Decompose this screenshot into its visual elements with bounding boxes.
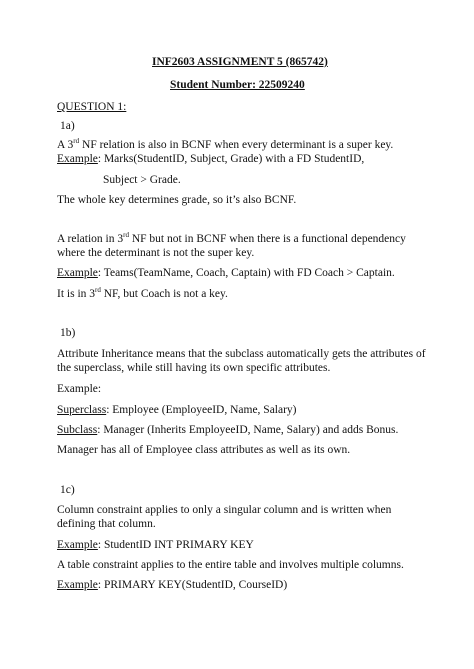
1c-paragraph-2 — [57, 558, 404, 572]
section-1b-label-text: 1b) — [60, 327, 76, 339]
text-run: the superclass, while still having its own specific attributes. — [57, 362, 331, 374]
text-run: A 3 — [57, 139, 74, 151]
text-run: Column constraint applies to only a singular column and is written when — [57, 504, 392, 516]
1a-paragraph-4 — [57, 287, 228, 301]
1b-example-label — [57, 382, 101, 396]
1a-paragraph-3 — [57, 232, 406, 246]
section-1a-label-text: 1a) — [60, 120, 75, 132]
text-run: : Employee (EmployeeID, Name, Salary) — [106, 404, 297, 416]
section-1c-label-text: 1c) — [60, 484, 75, 496]
1c-example-1 — [57, 538, 254, 552]
subclass-label: Subclass — [57, 424, 98, 436]
text-run: A relation in 3 — [57, 233, 124, 245]
question-heading — [57, 100, 126, 114]
superclass-label: Superclass — [57, 404, 107, 416]
text-run: It is in 3 — [57, 288, 96, 300]
1c-paragraph-1 — [57, 503, 391, 517]
section-1b-label — [60, 326, 75, 340]
1a-paragraph-3-continued — [57, 246, 254, 260]
text-run: : Manager (Inherits EmployeeID, Name, Salary) and adds Bonus. — [97, 424, 399, 436]
superscript: rd — [73, 137, 80, 146]
superscript: rd — [123, 231, 129, 240]
example-label: Example — [57, 267, 98, 279]
1b-superclass — [57, 403, 297, 417]
text-run: : Teams(TeamName, Coach, Captain) with FD Coach > Captain. — [97, 267, 395, 279]
text-run: Manager has all of Employee class attributes as well as its own. — [57, 444, 351, 456]
text-run: Example: — [57, 383, 102, 395]
1a-paragraph-1 — [57, 138, 393, 152]
text-run: where the determinant is not the super key. — [57, 247, 255, 259]
text-run: NF relation is also in BCNF when every determinant is a super key. — [79, 139, 394, 151]
text-run: Subject > Grade. — [103, 174, 181, 186]
text-run: : StudentID INT PRIMARY KEY — [97, 539, 254, 551]
text-run: A table constraint applies to the entire table and involves multiple columns. — [57, 559, 404, 571]
title-text: INF2603 ASSIGNMENT 5 (865742) — [152, 56, 328, 68]
1b-paragraph-1-continued — [57, 361, 330, 375]
example-label: Example — [57, 153, 98, 165]
student-number — [170, 78, 305, 92]
example-label: Example — [57, 579, 98, 591]
section-1c-label — [60, 483, 75, 497]
1b-subclass — [57, 423, 398, 437]
text-run: Attribute Inheritance means that the subclass automatically gets the attributes of — [57, 348, 426, 360]
1a-paragraph-2 — [57, 193, 296, 207]
1a-example-1-continued — [103, 173, 181, 187]
question-heading-text: QUESTION 1: — [57, 101, 127, 113]
text-run: The whole key determines grade, so it’s also BCNF. — [57, 194, 297, 206]
example-label: Example — [57, 539, 98, 551]
text-run: defining that column. — [57, 518, 156, 530]
1a-example-2 — [57, 266, 395, 280]
section-1a-label — [60, 119, 75, 133]
text-run: NF but not in BCNF when there is a functional dependency — [128, 233, 406, 245]
student-number-text: Student Number: 22509240 — [170, 79, 305, 91]
text-run: : Marks(StudentID, Subject, Grade) with a FD StudentID, — [97, 153, 365, 165]
1c-paragraph-1-continued — [57, 517, 156, 531]
1c-example-2 — [57, 578, 287, 592]
1b-paragraph-1 — [57, 347, 426, 361]
text-run: NF, but Coach is not a key. — [100, 288, 228, 300]
1a-example-1 — [57, 152, 364, 166]
1b-paragraph-2 — [57, 443, 350, 457]
superscript: rd — [95, 286, 101, 295]
assignment-title — [152, 55, 328, 69]
text-run: : PRIMARY KEY(StudentID, CourseID) — [97, 579, 288, 591]
